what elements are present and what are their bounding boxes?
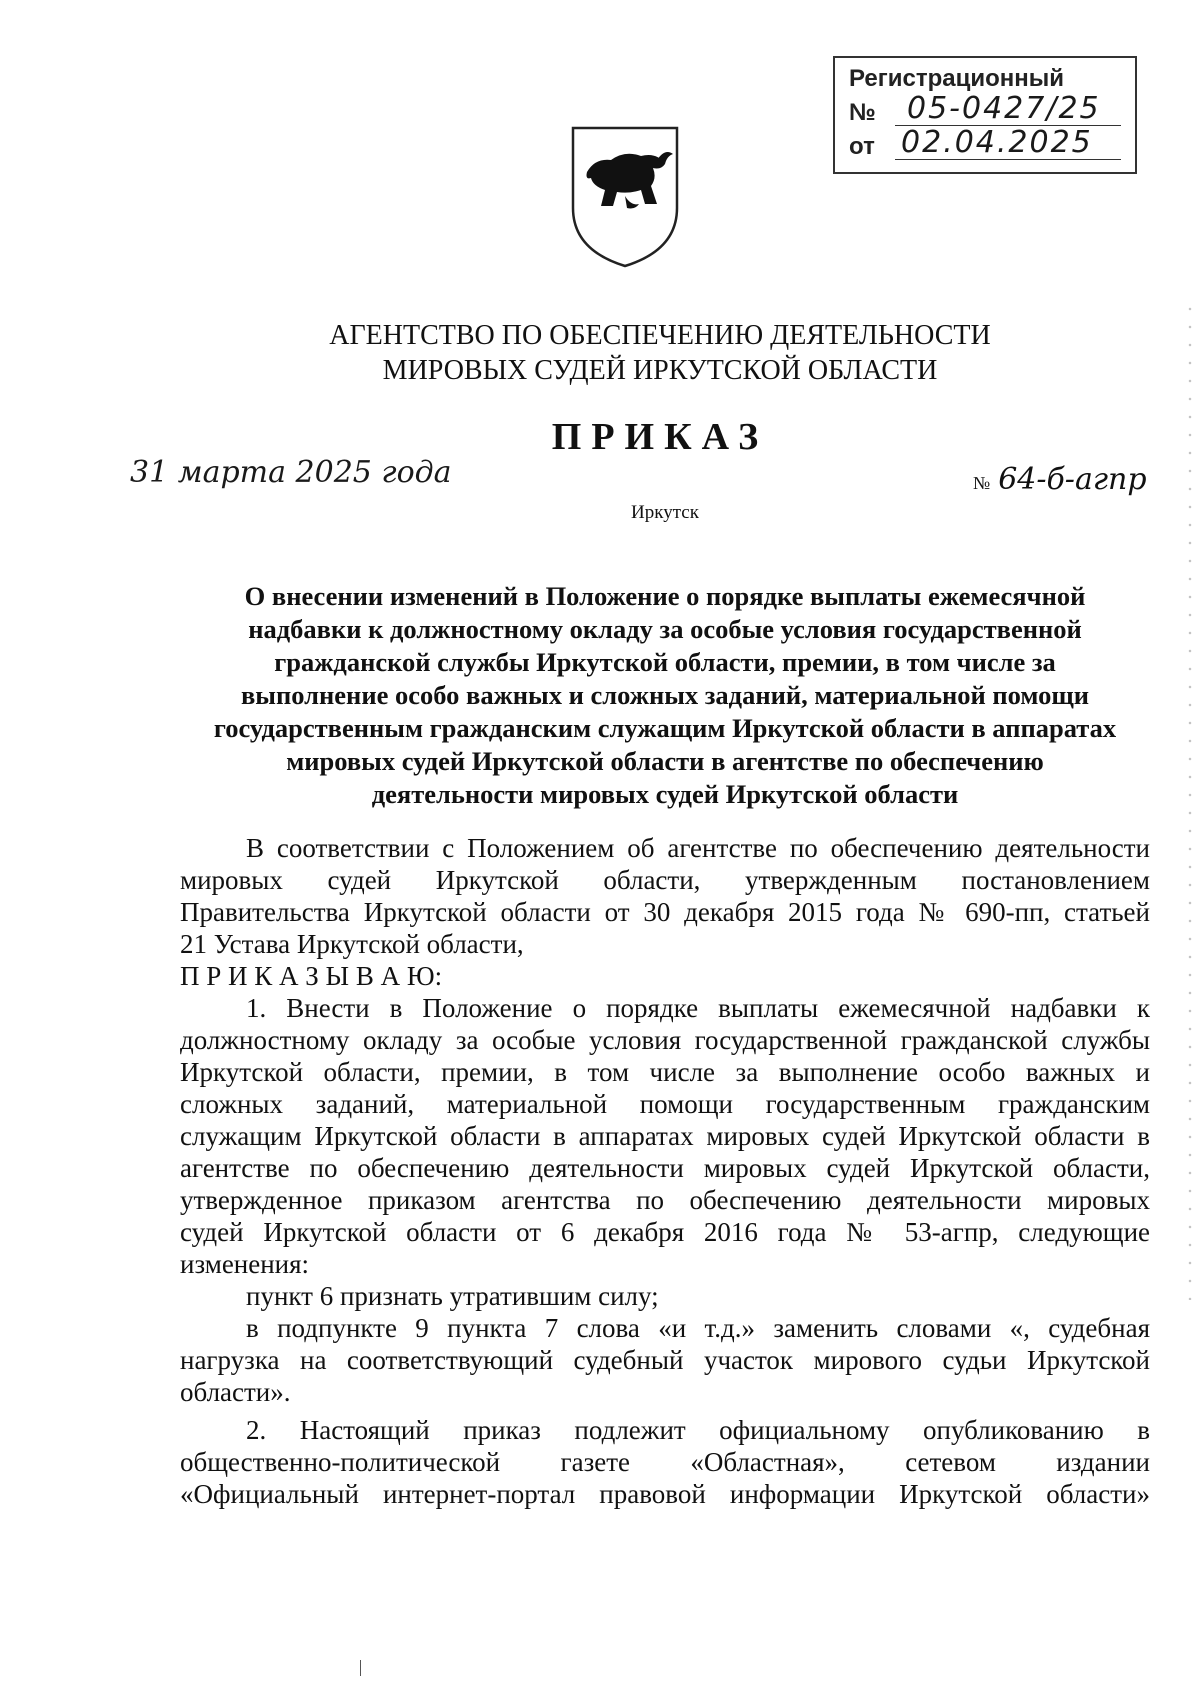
item1-sub-b-line: в подпункте 9 пункта 7 слова «и т.д.» заменить словами «, судебная: [246, 1313, 1150, 1343]
item2-line: «Официальный интернет-портал правовой информации Иркутской области»: [180, 1479, 1150, 1509]
agency-line-1: АГЕНТСТВО ПО ОБЕСПЕЧЕНИЮ ДЕЯТЕЛЬНОСТИ: [329, 320, 991, 351]
agency-line-2: МИРОВЫХ СУДЕЙ ИРКУТСКОЙ ОБЛАСТИ: [382, 355, 938, 386]
item2-line: общественно-политической газете «Областная», сетевом издании: [180, 1447, 1150, 1477]
item1-line: Иркутской области, премии, в том числе за выполнение особо важных и: [180, 1057, 1150, 1087]
order-number-label: №: [973, 473, 991, 493]
item1-line: судей Иркутской области от 6 декабря 2016 года № 53-агпр, следующие: [180, 1217, 1150, 1247]
scan-mark: [360, 1660, 361, 1676]
item1-line: утвержденное приказом агентства по обеспечению деятельности мировых: [180, 1185, 1150, 1215]
registration-date-label: от: [849, 133, 875, 160]
heading-line: государственным гражданским служащим Иркутской области в аппаратах: [213, 713, 1117, 743]
preamble-line: Правительства Иркутской области от 30 декабря 2015 года № 690-пп, статьей: [180, 897, 1150, 927]
registration-date-value: 02.04.2025: [901, 125, 1093, 160]
registration-title: Регистрационный: [849, 65, 1065, 92]
preamble-line: В соответствии с Положением об агентстве по обеспечению деятельности: [246, 833, 1150, 863]
heading-line: выполнение особо важных и сложных заданий, материальной помощи: [240, 680, 1089, 710]
heading-line: мировых судей Иркутской области в агентстве по обеспечению: [286, 746, 1044, 776]
item1-sub-a: пункт 6 признать утратившим силу;: [246, 1281, 659, 1311]
item1-sub-b-line: области».: [180, 1377, 291, 1407]
heading-line: деятельности мировых судей Иркутской области: [371, 779, 959, 809]
item1-line: сложных заданий, материальной помощи государственным гражданским: [180, 1089, 1150, 1119]
preamble-line: мировых судей Иркутской области, утвержденным постановлением: [180, 865, 1150, 895]
order-title: ПРИКАЗ: [551, 416, 769, 458]
heading-line: надбавки к должностному окладу за особые условия государственной: [248, 614, 1082, 644]
item2-line: 2. Настоящий приказ подлежит официальному опубликованию в: [246, 1415, 1150, 1445]
order-number-value: 64-б-агпр: [998, 462, 1147, 497]
item1-line: должностному окладу за особые условия государственной гражданской службы: [180, 1025, 1150, 1055]
order-date: 31 марта 2025 года: [130, 455, 452, 490]
agency-name: [0, 318, 1200, 388]
item1-line: 1. Внести в Положение о порядке выплаты ежемесячной надбавки к: [246, 993, 1150, 1023]
item1-line: изменения:: [180, 1249, 310, 1279]
registration-date-row: [849, 125, 1121, 164]
order-word: П Р И К А З Ы В А Ю:: [180, 961, 443, 991]
item1-line: агентстве по обеспечению деятельности мировых судей Иркутской области,: [180, 1153, 1150, 1183]
order-body: [180, 832, 1150, 1510]
order-heading: [150, 580, 1180, 811]
item1-line: служащим Иркутской области в аппаратах мировых судей Иркутской области в: [180, 1121, 1150, 1151]
registration-number-label: №: [849, 99, 876, 126]
heading-line: О внесении изменений в Положение о порядке выплаты ежемесячной: [244, 581, 1086, 611]
registration-number-value: 05-0427/25: [907, 91, 1101, 126]
irkutsk-coat-of-arms-icon: [565, 120, 685, 270]
registration-stamp: [833, 56, 1137, 174]
scan-margin-dots: [1188, 300, 1192, 1300]
item1-sub-b-line: нагрузка на соответствующий судебный участок мирового судьи Иркутской: [180, 1345, 1150, 1375]
preamble-line: 21 Устава Иркутской области,: [180, 929, 524, 959]
heading-line: гражданской службы Иркутской области, премии, в том числе за: [274, 647, 1056, 677]
order-city: Иркутск: [631, 502, 699, 523]
registration-date-underline: [895, 159, 1121, 160]
order-number: [973, 462, 1147, 497]
